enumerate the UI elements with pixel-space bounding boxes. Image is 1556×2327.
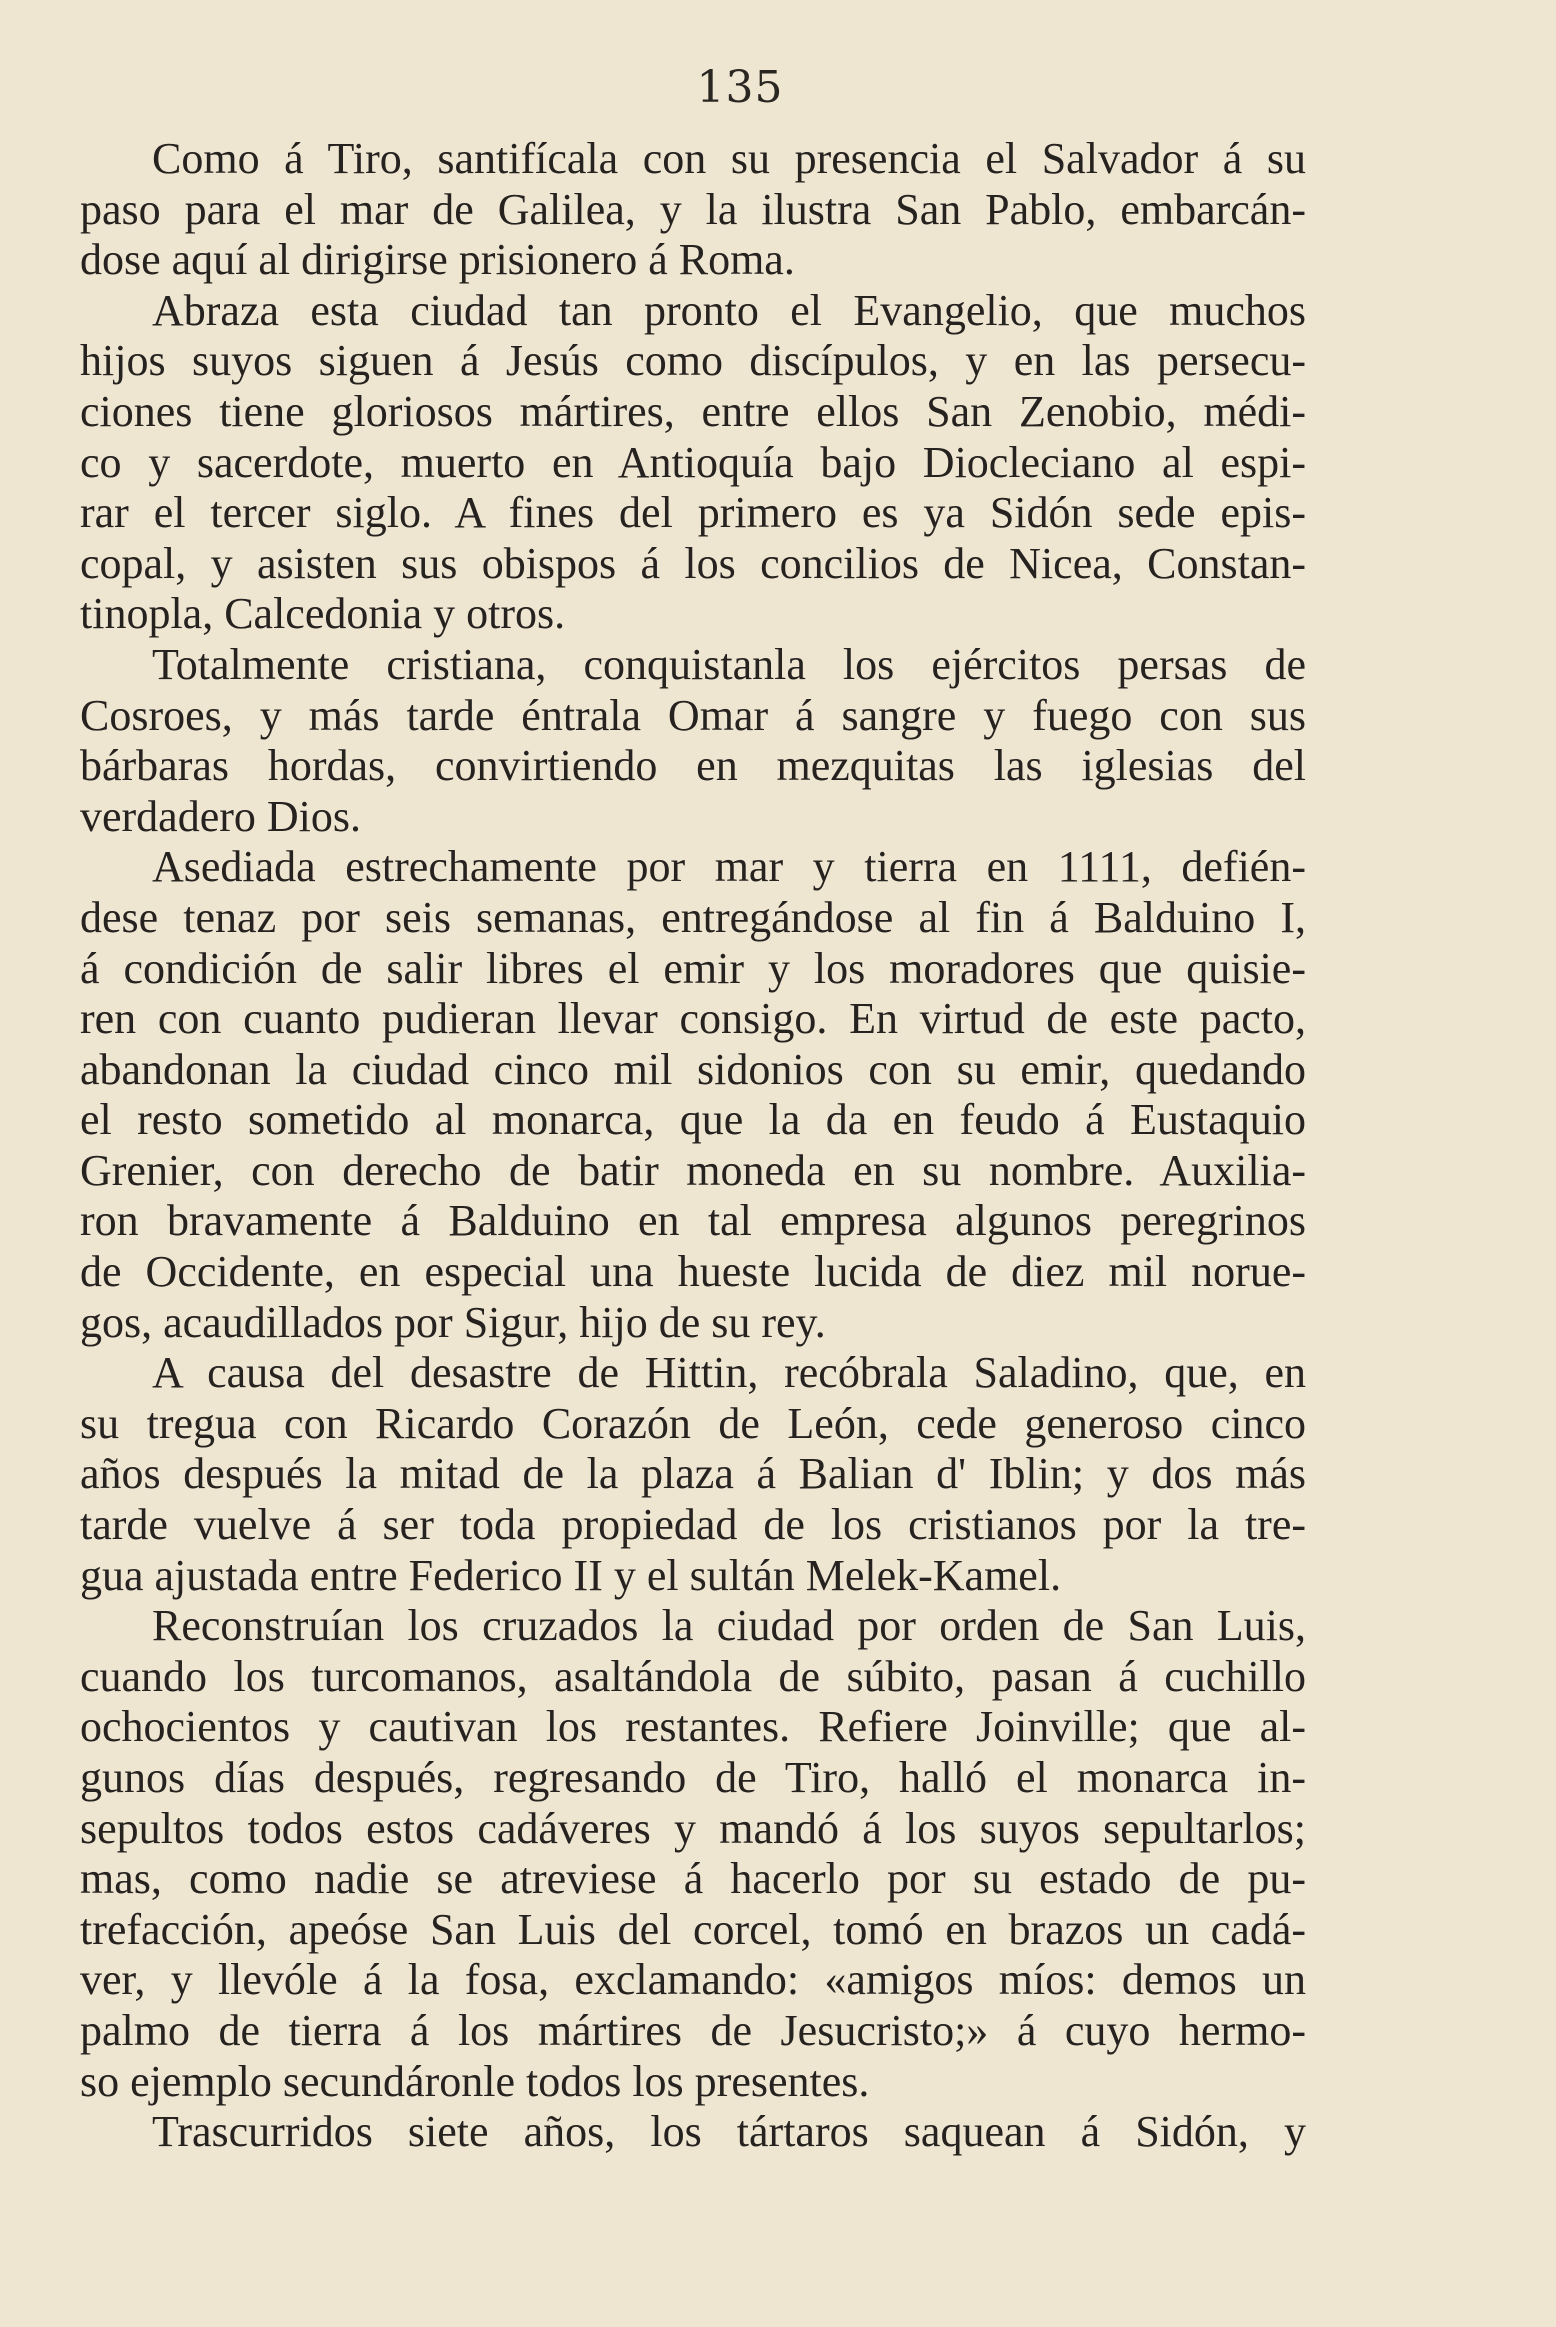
text-line: Asediada estrechamente por mar y tierra en 1111, defién-: [152, 842, 1306, 892]
text-line: á condición de salir libres el emir y los moradores que quisie-: [80, 943, 1306, 993]
text-line: copal, y asisten sus obispos á los concilios de Nicea, Constan-: [80, 538, 1306, 588]
text-line: su tregua con Ricardo Corazón de León, cede generoso cinco: [80, 1398, 1306, 1448]
text-line: gos, acaudillados por Sigur, hijo de su rey.: [80, 1297, 826, 1347]
text-line: paso para el mar de Galilea, y la ilustra San Pablo, embarcán-: [80, 184, 1306, 234]
text-line: ochocientos y cautivan los restantes. Refiere Joinville; que al-: [80, 1702, 1306, 1752]
text-line: Abraza esta ciudad tan pronto el Evangelio, que muchos: [152, 285, 1306, 335]
page-number: 135: [696, 62, 784, 113]
text-line: Grenier, con derecho de batir moneda en su nombre. Auxilia-: [80, 1145, 1306, 1195]
text-line: ren con cuanto pudieran llevar consigo. En virtud de este pacto,: [80, 994, 1306, 1044]
text-line: de Occidente, en especial una hueste lucida de diez mil norue-: [80, 1247, 1306, 1297]
text-line: Trascurridos siete años, los tártaros saquean á Sidón, y: [152, 2107, 1306, 2157]
text-line: Totalmente cristiana, conquistanla los ejércitos persas de: [152, 639, 1306, 689]
text-line: gua ajustada entre Federico II y el sultán Melek-Kamel.: [80, 1550, 1062, 1600]
text-line: Como á Tiro, santifícala con su presencia el Salvador á su: [152, 134, 1306, 183]
body-text: [80, 134, 1306, 2158]
text-line: el resto sometido al monarca, que la da en feudo á Eustaquio: [80, 1095, 1306, 1145]
text-line: A causa del desastre de Hittin, recóbrala Saladino, que, en: [152, 1348, 1306, 1398]
text-line: años después la mitad de la plaza á Balian d' Iblin; y dos más: [80, 1449, 1306, 1499]
text-line: ciones tiene gloriosos mártires, entre ellos San Zenobio, médi-: [80, 386, 1306, 436]
text-line: gunos días después, regresando de Tiro, halló el monarca in-: [80, 1753, 1306, 1802]
text-line: tarde vuelve á ser toda propiedad de los cristianos por la tre-: [80, 1500, 1306, 1550]
text-line: mas, como nadie se atreviese á hacerlo por su estado de pu-: [80, 1854, 1306, 1904]
text-line: so ejemplo secundáronle todos los presentes.: [80, 2056, 870, 2106]
text-line: ron bravamente á Balduino en tal empresa algunos peregrinos: [80, 1196, 1306, 1246]
text-line: cuando los turcomanos, asaltándola de súbito, pasan á cuchillo: [80, 1651, 1306, 1701]
text-line: co y sacerdote, muerto en Antioquía bajo Diocleciano al espi-: [80, 437, 1306, 487]
text-line: ver, y llevóle á la fosa, exclamando: «amigos míos: demos un: [80, 1955, 1306, 2005]
text-line: bárbaras hordas, convirtiendo en mezquitas las iglesias del: [80, 741, 1306, 791]
text-line: verdadero Dios.: [80, 791, 362, 841]
text-line: Cosroes, y más tarde éntrala Omar á sangre y fuego con sus: [80, 690, 1306, 740]
text-line: dese tenaz por seis semanas, entregándose al fin á Balduino I,: [80, 892, 1306, 942]
text-line: hijos suyos siguen á Jesús como discípulos, y en las persecu-: [80, 336, 1306, 386]
text-line: rar el tercer siglo. A fines del primero es ya Sidón sede epis-: [80, 488, 1306, 538]
text-line: palmo de tierra á los mártires de Jesucristo;» á cuyo hermo-: [80, 2005, 1306, 2055]
text-line: trefacción, apeóse San Luis del corcel, tomó en brazos un cadá-: [80, 1904, 1306, 1954]
text-line: dose aquí al dirigirse prisionero á Roma.: [80, 235, 795, 285]
text-line: Reconstruían los cruzados la ciudad por orden de San Luis,: [152, 1601, 1306, 1651]
text-line: sepultos todos estos cadáveres y mandó á los suyos sepultarlos;: [80, 1803, 1306, 1853]
text-line: abandonan la ciudad cinco mil sidonios con su emir, quedando: [80, 1044, 1306, 1094]
text-line: tinopla, Calcedonia y otros.: [80, 589, 566, 639]
